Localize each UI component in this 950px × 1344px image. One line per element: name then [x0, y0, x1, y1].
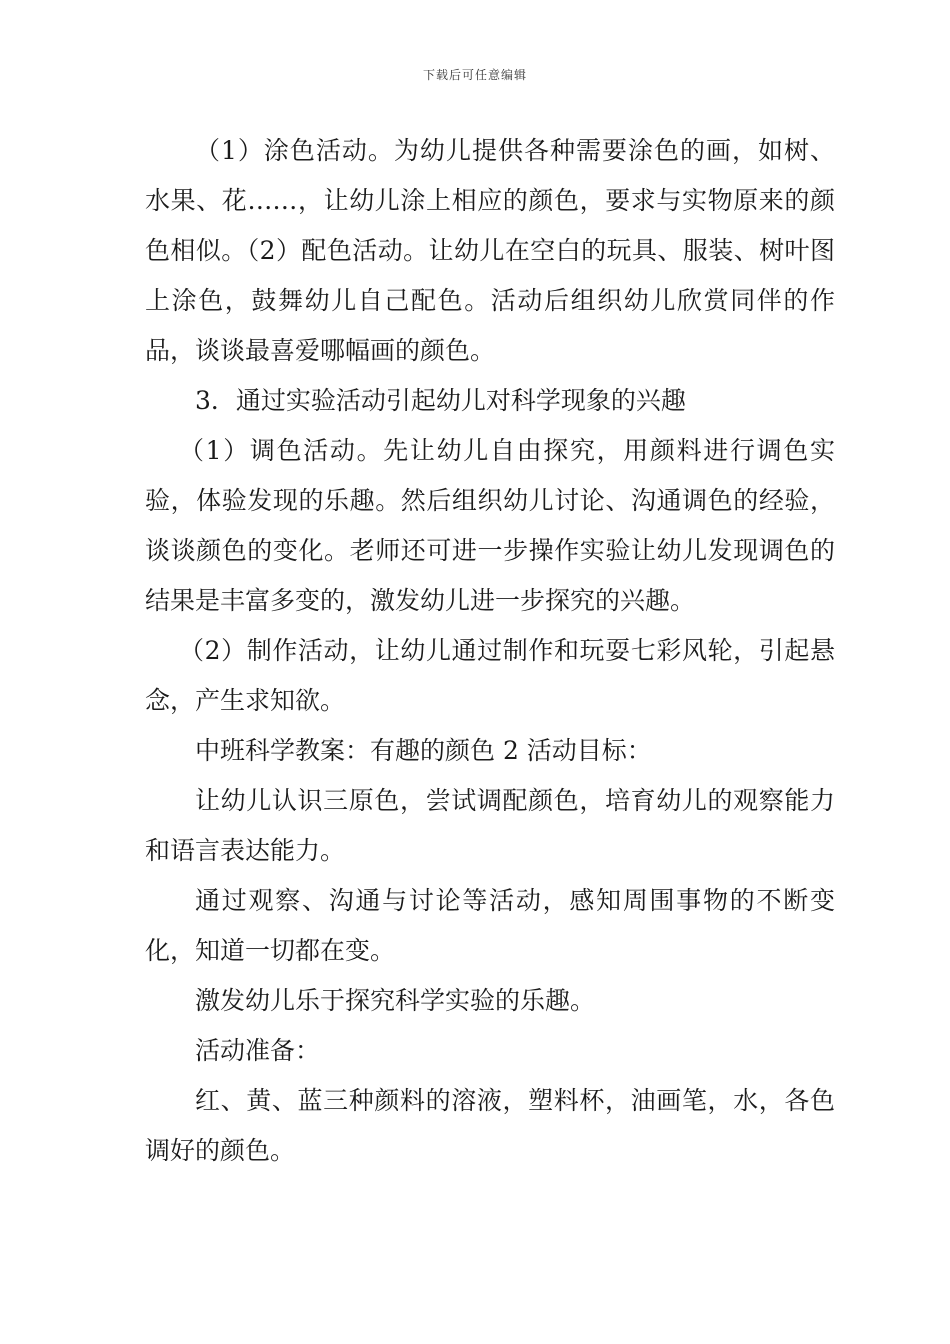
paragraph-section-heading: 3．通过实验活动引起幼儿对科学现象的兴趣 — [195, 386, 686, 415]
paragraph-preparation-heading: 活动准备： — [195, 1036, 321, 1065]
paragraph-coloring-activity: （1）涂色活动。为幼儿提供各种需要涂色的画，如树、水果、花……，让幼儿涂上相应的颜色，要求与实物原来的颜色相似。（2）配色活动。让幼儿在空白的玩具、服装、树叶图上涂色，鼓舞幼儿自己配色。活动后组织幼儿欣赏同伴的作品，谈谈最喜爱哪幅画的颜色。 — [145, 136, 835, 365]
paragraph-goal-2: 通过观察、沟通与讨论等活动，感知周围事物的不断变化，知道一切都在变。 — [145, 886, 835, 965]
document-body — [145, 126, 835, 1176]
paragraph-goal-3: 激发幼儿乐于探究科学实验的乐趣。 — [195, 986, 596, 1015]
paragraph-making-activity: （2）制作活动，让幼儿通过制作和玩耍七彩风轮，引起悬念，产生求知欲。 — [145, 636, 835, 715]
paragraph-color-mixing: （1）调色活动。先让幼儿自由探究，用颜料进行调色实验，体验发现的乐趣。然后组织幼儿讨论、沟通调色的经验，谈谈颜色的变化。老师还可进一步操作实验让幼儿发现调色的结果是丰富多变的，激发幼儿进一步探究的兴趣。 — [145, 436, 835, 615]
paragraph-materials: 红、黄、蓝三种颜料的溶液，塑料杯，油画笔，水，各色调好的颜色。 — [145, 1086, 835, 1165]
paragraph-lesson-title: 中班科学教案：有趣的颜色 2 活动目标： — [195, 736, 652, 765]
paragraph-goal-1: 让幼儿认识三原色，尝试调配颜色，培育幼儿的观察能力和语言表达能力。 — [145, 786, 835, 865]
page-header: 下载后可任意编辑 — [422, 68, 527, 82]
